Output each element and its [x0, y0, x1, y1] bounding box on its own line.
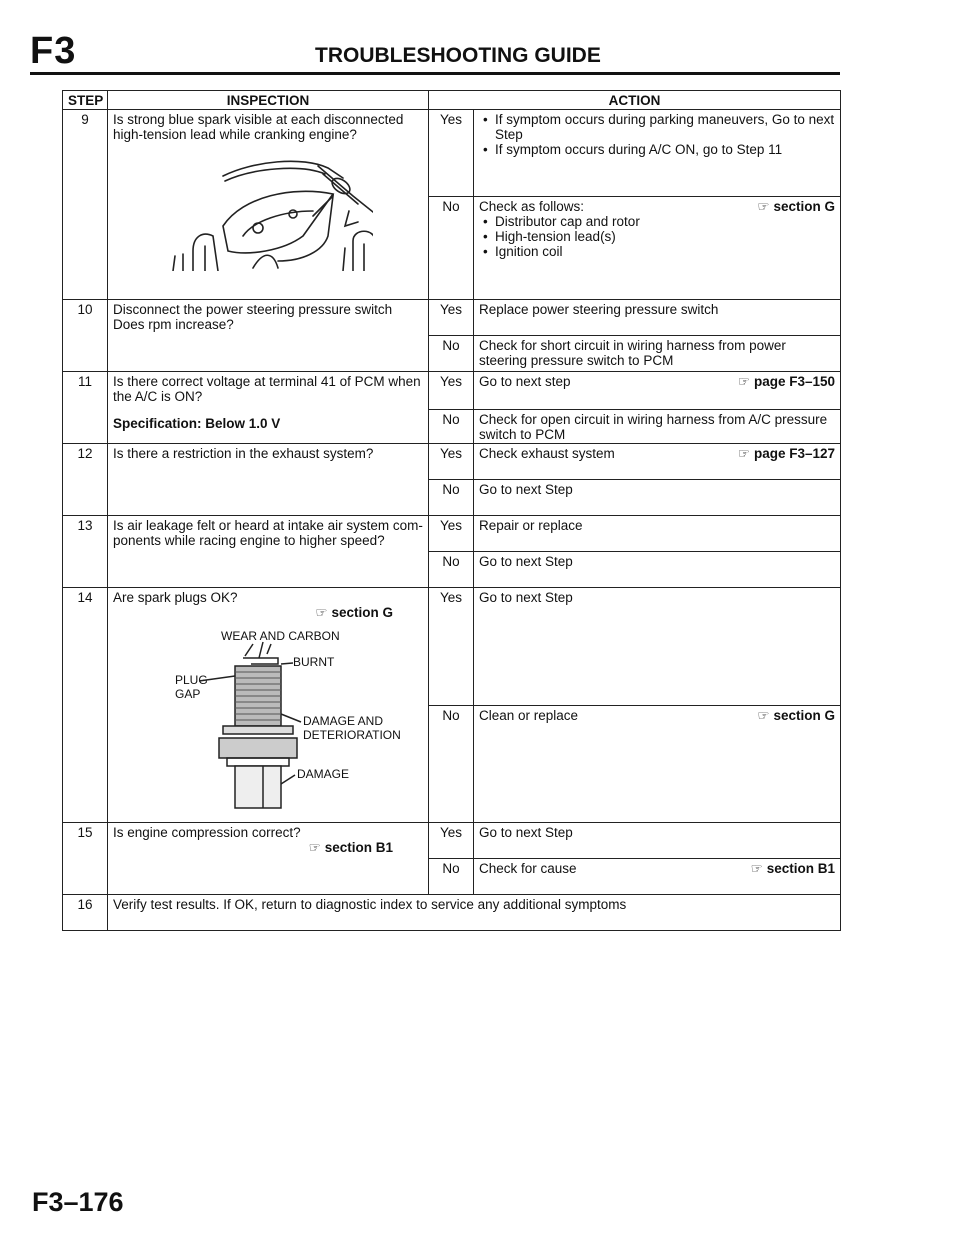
yes-action-cell: [474, 110, 841, 197]
table-row: [63, 516, 841, 552]
page-title: TROUBLESHOOTING GUIDE: [315, 44, 601, 67]
header-rule: [30, 72, 840, 75]
label-damage-deterioration-2: DETERIORATION: [303, 728, 401, 742]
table-header-row: [63, 91, 841, 110]
reference-text: section G: [773, 199, 835, 214]
yes-label: Yes: [429, 516, 474, 552]
reference-icon: ☞: [750, 861, 763, 876]
specification: Specification: Below 1.0 V: [113, 416, 281, 431]
step-number: 14: [63, 588, 108, 823]
label-plug: PLUG: [175, 673, 208, 687]
yes-action-text: Go to next Step: [474, 823, 841, 859]
bullet-item: • If symptom occurs during parking maneuvers, Go to next Step: [495, 112, 835, 142]
section-reference: [113, 840, 423, 855]
table-row: [63, 823, 841, 859]
section-reference: [757, 708, 835, 723]
no-bullets: [479, 214, 835, 259]
header-inspection: INSPECTION: [108, 91, 429, 110]
label-wear-carbon: WEAR AND CARBON: [221, 629, 340, 643]
no-label: No: [429, 410, 474, 444]
inspection-text: Is there correct voltage at terminal 41 of PCM when the A/C is ON?: [113, 374, 421, 404]
yes-action-cell: [474, 372, 841, 410]
troubleshooting-table: [62, 90, 841, 931]
table-row: [63, 372, 841, 410]
section-code: F3: [30, 30, 77, 72]
step-number: 9: [63, 110, 108, 300]
step-number: 15: [63, 823, 108, 895]
inspection-text: Is engine compression correct?: [113, 825, 301, 840]
yes-action-text: Go to next Step: [474, 588, 841, 706]
section-reference: [113, 605, 423, 620]
header-action: ACTION: [429, 91, 841, 110]
reference-text: section B1: [766, 861, 835, 876]
inspection-text: Are spark plugs OK?: [113, 590, 238, 605]
step-number: 16: [63, 895, 108, 931]
bullet-item: • High-tension lead(s): [495, 229, 835, 244]
header-step: STEP: [63, 91, 108, 110]
no-action-text: Go to next Step: [474, 480, 841, 516]
inspection-cell: [108, 110, 429, 300]
inspection-text: Is strong blue spark visible at each disconnected high-tension lead while cranking engine?: [113, 112, 404, 142]
no-label: No: [429, 552, 474, 588]
reference-text: section G: [773, 708, 835, 723]
bullet-item: • If symptom occurs during A/C ON, go to Step 11: [495, 142, 835, 157]
yes-label: Yes: [429, 588, 474, 706]
reference-text: page F3–150: [753, 374, 835, 389]
no-action-cell: [474, 859, 841, 895]
reference-icon: ☞: [757, 708, 770, 723]
reference-text: section G: [331, 605, 393, 620]
inspection-cell: [108, 823, 429, 895]
page-number: F3–176: [32, 1187, 124, 1217]
table-row: [63, 110, 841, 197]
bullet-item: • Distributor cap and rotor: [495, 214, 835, 229]
yes-label: Yes: [429, 444, 474, 480]
no-action-text: Check for short circuit in wiring harness from power steering pressure switch to PCM: [474, 336, 841, 372]
label-damage: DAMAGE: [297, 767, 350, 781]
yes-label: Yes: [429, 372, 474, 410]
page-header: [30, 30, 840, 70]
yes-action-text: Check exhaust system: [479, 446, 615, 461]
table-row: [63, 588, 841, 706]
bullet-item: • Ignition coil: [495, 244, 835, 259]
yes-action-cell: [474, 444, 841, 480]
no-action-text: Go to next Step: [474, 552, 841, 588]
inspection-text: Is there a restriction in the exhaust system?: [108, 444, 429, 516]
reference-icon: ☞: [315, 605, 328, 620]
inspection-cell: [108, 372, 429, 444]
reference-icon: ☞: [308, 840, 321, 855]
label-gap: GAP: [175, 687, 201, 701]
reference-text: page F3–127: [753, 446, 835, 461]
no-action-cell: [474, 197, 841, 300]
reference-icon: ☞: [757, 199, 770, 214]
step-number: 12: [63, 444, 108, 516]
no-action-text: Check for open circuit in wiring harness from A/C pressure switch to PCM: [474, 410, 841, 444]
inspection-text: Disconnect the power steering pressure switch Does rpm increase?: [108, 300, 429, 372]
no-label: No: [429, 336, 474, 372]
yes-action-text: Repair or replace: [474, 516, 841, 552]
no-label: No: [429, 480, 474, 516]
step-number: 10: [63, 300, 108, 372]
reference-icon: ☞: [737, 446, 750, 461]
no-action-text: Check as follows:: [479, 199, 585, 214]
yes-bullets: [479, 112, 835, 157]
reference-icon: ☞: [737, 374, 750, 389]
yes-label: Yes: [429, 823, 474, 859]
yes-label: Yes: [429, 300, 474, 336]
no-action-cell: [474, 706, 841, 823]
yes-action-text: Replace power steering pressure switch: [474, 300, 841, 336]
table-row: [63, 300, 841, 336]
page-reference: [738, 374, 835, 389]
table-row: [63, 444, 841, 480]
reference-text: section B1: [324, 840, 393, 855]
inspection-text: Verify test results. If OK, return to diagnostic index to service any additional symptoms: [108, 895, 841, 931]
step-number: 13: [63, 516, 108, 588]
label-burnt: BURNT: [293, 655, 335, 669]
no-label: No: [429, 197, 474, 300]
section-reference: [751, 861, 835, 876]
yes-action-text: Go to next step: [479, 374, 571, 389]
spark-plug-illustration: [163, 626, 413, 811]
no-label: No: [429, 706, 474, 823]
no-action-text: Check for cause: [479, 861, 577, 876]
section-reference: [757, 199, 835, 214]
no-label: No: [429, 859, 474, 895]
inspection-text: Is air leakage felt or heard at intake air system com-ponents while racing engine to higher speed?: [108, 516, 429, 588]
yes-label: Yes: [429, 110, 474, 197]
step-number: 11: [63, 372, 108, 444]
page-reference: [738, 446, 835, 461]
spark-tester-illustration: [153, 156, 373, 271]
inspection-cell: [108, 588, 429, 823]
table-row: [63, 895, 841, 931]
no-action-text: Clean or replace: [479, 708, 579, 723]
label-damage-deterioration-1: DAMAGE AND: [303, 714, 384, 728]
